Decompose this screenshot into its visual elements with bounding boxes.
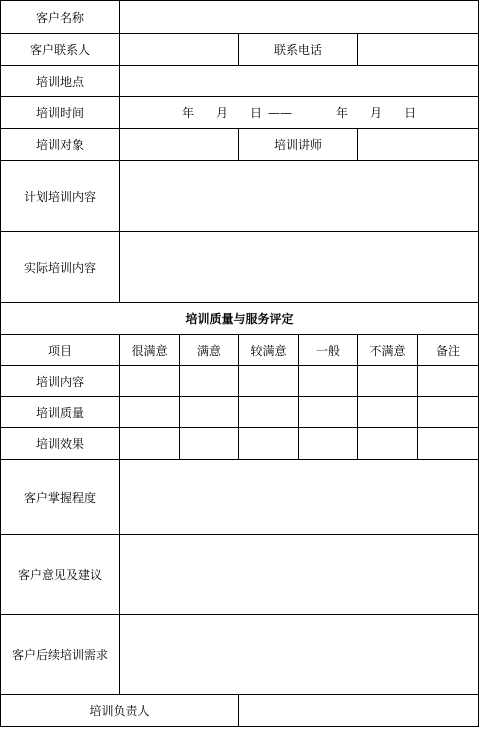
month-end: 月 (370, 106, 383, 120)
row-location (1, 66, 479, 97)
mastery-field[interactable] (120, 460, 479, 535)
row-evaluation-title (1, 303, 479, 335)
time-label: 培训时间 (1, 97, 120, 129)
customer-contact-field[interactable] (120, 34, 239, 66)
row-contact (1, 34, 479, 66)
trainer-field[interactable] (358, 129, 479, 161)
customer-contact-label: 客户联系人 (1, 34, 120, 66)
eval-cell[interactable] (418, 428, 479, 460)
day-end: 日 (404, 106, 417, 120)
row-mastery (1, 460, 479, 535)
eval-cell[interactable] (180, 366, 239, 397)
eval-row-label: 培训质量 (1, 397, 120, 428)
eval-cell[interactable] (120, 428, 180, 460)
eval-row-label: 培训效果 (1, 428, 120, 460)
followup-field[interactable] (120, 615, 479, 695)
row-responsible (1, 695, 479, 727)
row-target (1, 129, 479, 161)
eval-cell[interactable] (358, 366, 418, 397)
location-label: 培训地点 (1, 66, 120, 97)
row-time (1, 97, 479, 129)
phone-field[interactable] (358, 34, 479, 66)
month-start: 月 (216, 106, 229, 120)
row-customer-name (1, 1, 479, 34)
trainer-label: 培训讲师 (239, 129, 358, 161)
planned-content-label: 计划培训内容 (1, 161, 120, 232)
time-field[interactable] (120, 97, 479, 129)
eval-cell[interactable] (239, 397, 299, 428)
eval-cell[interactable] (120, 397, 180, 428)
table-row (1, 366, 479, 397)
eval-cell[interactable] (239, 428, 299, 460)
responsible-field[interactable] (239, 695, 479, 727)
responsible-label: 培训负责人 (1, 695, 239, 727)
table-row (1, 397, 479, 428)
eval-cell[interactable] (239, 366, 299, 397)
evaluation-title: 培训质量与服务评定 (1, 303, 479, 335)
eval-cell[interactable] (120, 366, 180, 397)
row-eval-headers (1, 335, 479, 366)
eval-row-label: 培训内容 (1, 366, 120, 397)
eval-cell[interactable] (418, 366, 479, 397)
eval-header-average: 一般 (299, 335, 358, 366)
eval-cell[interactable] (180, 428, 239, 460)
planned-content-field[interactable] (120, 161, 479, 232)
row-actual-content (1, 232, 479, 303)
eval-header-dissatisfied: 不满意 (358, 335, 418, 366)
eval-header-very-satisfied: 很满意 (120, 335, 180, 366)
row-suggestions (1, 535, 479, 615)
target-field[interactable] (120, 129, 239, 161)
year-end: 年 (336, 106, 349, 120)
target-label: 培训对象 (1, 129, 120, 161)
eval-cell[interactable] (180, 397, 239, 428)
row-followup (1, 615, 479, 695)
eval-cell[interactable] (418, 397, 479, 428)
location-field[interactable] (120, 66, 479, 97)
date-range-dash: —— (268, 106, 293, 120)
suggestions-field[interactable] (120, 535, 479, 615)
eval-header-satisfied: 满意 (180, 335, 239, 366)
followup-label: 客户后续培训需求 (1, 615, 120, 695)
eval-cell[interactable] (358, 397, 418, 428)
eval-cell[interactable] (299, 397, 358, 428)
eval-cell[interactable] (299, 366, 358, 397)
eval-header-remarks: 备注 (418, 335, 479, 366)
day-start: 日 (250, 106, 263, 120)
eval-cell[interactable] (299, 428, 358, 460)
table-row (1, 428, 479, 460)
suggestions-label: 客户意见及建议 (1, 535, 120, 615)
customer-name-field[interactable] (120, 1, 479, 34)
customer-name-label: 客户名称 (1, 1, 120, 34)
actual-content-field[interactable] (120, 232, 479, 303)
row-planned-content (1, 161, 479, 232)
eval-header-fairly-satisfied: 较满意 (239, 335, 299, 366)
actual-content-label: 实际培训内容 (1, 232, 120, 303)
phone-label: 联系电话 (239, 34, 358, 66)
eval-cell[interactable] (358, 428, 418, 460)
year-start: 年 (181, 106, 194, 120)
eval-header-item: 项目 (1, 335, 120, 366)
mastery-label: 客户掌握程度 (1, 460, 120, 535)
